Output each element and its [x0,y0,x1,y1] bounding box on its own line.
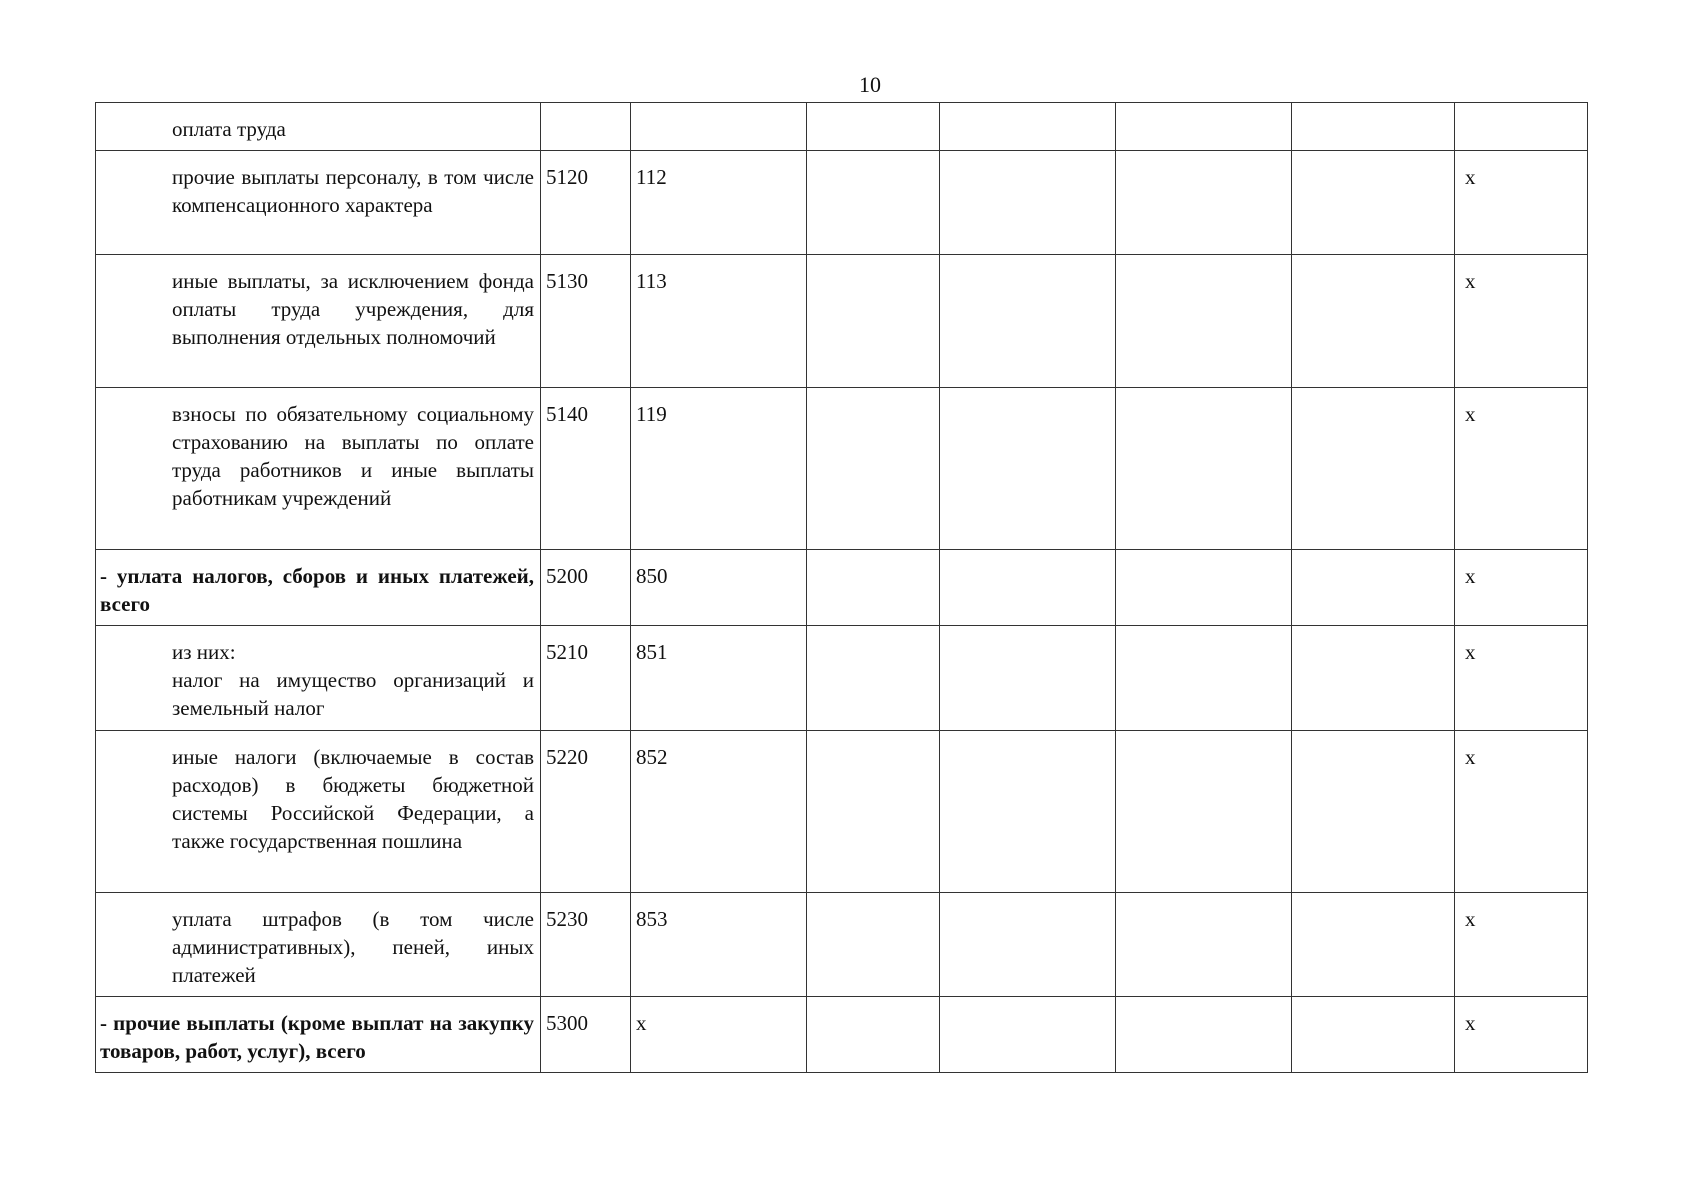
value-cell [1292,388,1455,550]
row-label: иные налоги (включаемые в состав расходов) в бюджеты бюджетной системы Российской Федерации, а также государственная пошлина [96,731,541,893]
value-cell [1292,103,1455,151]
row-label-rest: налог на имущество организаций и земельный налог [172,668,534,720]
line-code-cell: 5200 [541,550,631,626]
value-cell [807,103,940,151]
value-cell [1292,997,1455,1073]
budget-table [95,102,1588,1073]
line-code-cell: 5230 [541,893,631,997]
mark-cell: x [1455,255,1588,388]
kbk-code-cell: 852 [631,731,807,893]
value-cell [940,550,1116,626]
kbk-code-cell: 850 [631,550,807,626]
row-label: - уплата налогов, сборов и иных платежей, всего [96,550,541,626]
value-cell [1116,255,1292,388]
mark-cell: x [1455,388,1588,550]
value-cell [940,388,1116,550]
value-cell [940,893,1116,997]
table-row [96,151,1588,255]
mark-cell: x [1455,893,1588,997]
value-cell [1116,103,1292,151]
value-cell [1292,626,1455,731]
value-cell [1116,550,1292,626]
value-cell [1116,997,1292,1073]
value-cell [940,997,1116,1073]
kbk-code-cell: 853 [631,893,807,997]
line-code-cell: 5210 [541,626,631,731]
line-code-cell: 5300 [541,997,631,1073]
row-label: уплата штрафов (в том числе административных), пеней, иных платежей [96,893,541,997]
value-cell [807,893,940,997]
value-cell [807,151,940,255]
table-row [96,731,1588,893]
value-cell [1292,151,1455,255]
row-label: оплата труда [96,103,541,151]
value-cell [807,255,940,388]
value-cell [940,103,1116,151]
table-row [96,550,1588,626]
line-code-cell [541,103,631,151]
value-cell [1116,626,1292,731]
mark-cell: x [1455,731,1588,893]
value-cell [807,626,940,731]
value-cell [807,731,940,893]
kbk-code-cell: 113 [631,255,807,388]
kbk-code-cell: 112 [631,151,807,255]
value-cell [807,550,940,626]
row-label: взносы по обязательному социальному страхованию на выплаты по оплате труда работников и иные выплаты работникам учреждений [96,388,541,550]
value-cell [940,626,1116,731]
value-cell [1292,550,1455,626]
value-cell [1292,893,1455,997]
row-label: прочие выплаты персоналу, в том числе компенсационного характера [96,151,541,255]
value-cell [1292,731,1455,893]
row-label-lead: из них: [172,640,236,664]
kbk-code-cell: 119 [631,388,807,550]
table-row [96,893,1588,997]
line-code-cell: 5220 [541,731,631,893]
value-cell [1116,151,1292,255]
value-cell [1292,255,1455,388]
table-row [96,388,1588,550]
value-cell [940,731,1116,893]
kbk-code-cell [631,103,807,151]
page-number: 10 [859,72,881,97]
line-code-cell: 5140 [541,388,631,550]
kbk-code-cell: x [631,997,807,1073]
value-cell [940,151,1116,255]
table-row [96,997,1588,1073]
kbk-code-cell: 851 [631,626,807,731]
value-cell [1116,731,1292,893]
mark-cell: x [1455,626,1588,731]
mark-cell: x [1455,997,1588,1073]
table-row [96,103,1588,151]
line-code-cell: 5120 [541,151,631,255]
table-row [96,255,1588,388]
row-label [96,626,541,731]
value-cell [807,388,940,550]
value-cell [807,997,940,1073]
value-cell [1116,388,1292,550]
row-label: - прочие выплаты (кроме выплат на закупку товаров, работ, услуг), всего [96,997,541,1073]
value-cell [940,255,1116,388]
mark-cell [1455,103,1588,151]
mark-cell: x [1455,550,1588,626]
value-cell [1116,893,1292,997]
table-row [96,626,1588,731]
row-label: иные выплаты, за исключением фонда оплаты труда учреждения, для выполнения отдельных полномочий [96,255,541,388]
line-code-cell: 5130 [541,255,631,388]
mark-cell: x [1455,151,1588,255]
